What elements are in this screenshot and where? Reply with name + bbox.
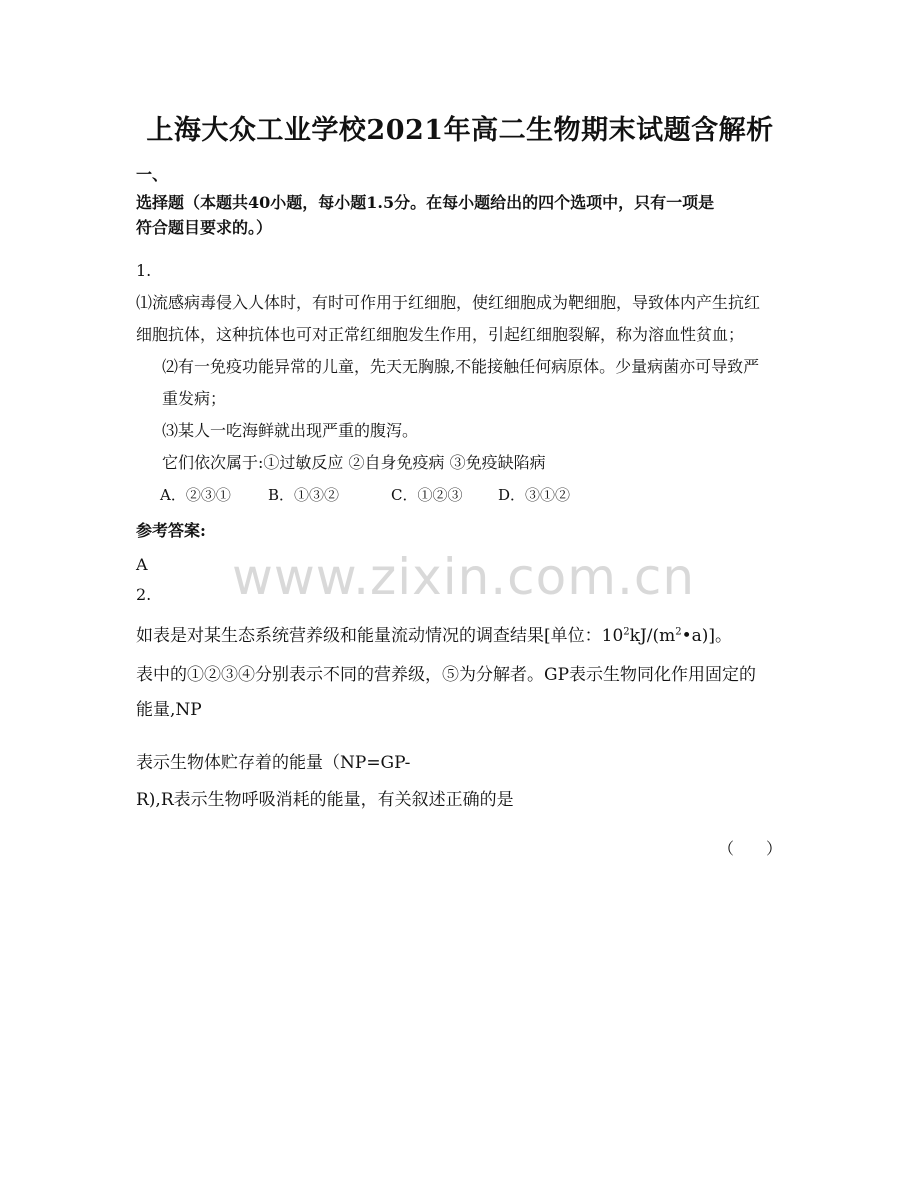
q2-line4: 表示生物体贮存着的能量（NP=GP- xyxy=(136,753,411,773)
page-title: 上海大众工业学校2021年高二生物期末试题含解析 xyxy=(146,115,774,146)
q2-line1 xyxy=(136,621,732,646)
q1-number: 1. xyxy=(136,261,152,280)
q1-option-d: D．③①② xyxy=(498,486,571,504)
q1-answer-label: 参考答案: xyxy=(136,521,206,540)
q1-option-b: B．①③② xyxy=(268,486,340,504)
q1-line3: ⑵有一免疫功能异常的儿童，先天无胸腺,不能接触任何病原体。少量病菌亦可导致严 xyxy=(162,357,760,376)
watermark: www.zixin.com.cn xyxy=(232,548,696,606)
q2-line1-text-b: kJ/(m xyxy=(629,626,676,646)
q1-answer: A xyxy=(136,555,148,574)
q1-option-c: C．①②③ xyxy=(391,486,463,504)
q2-line1-sup2: 2 xyxy=(675,626,682,638)
q2-line2: 表中的①②③④分别表示不同的营养级，⑤为分解者。GP表示生物同化作用固定的 xyxy=(136,665,757,685)
section-heading-line2: 符合题目要求的。） xyxy=(136,218,273,237)
q2-line3: 能量,NP xyxy=(136,700,202,720)
q2-line1-text-c: •a)]。 xyxy=(681,626,733,646)
q2-line5: R),R表示生物呼吸消耗的能量，有关叙述正确的是 xyxy=(136,790,514,810)
section-heading-line1: 选择题（本题共40小题，每小题1.5分。在每小题给出的四个选项中，只有一项是 xyxy=(136,193,715,212)
section-number: 一、 xyxy=(136,165,169,184)
q2-number: 2. xyxy=(136,585,152,604)
q1-option-a: A．②③① xyxy=(160,486,231,504)
q2-line1-text-a: 如表是对某生态系统营养级和能量流动情况的调查结果[单位：10 xyxy=(136,626,624,646)
q1-line5: ⑶某人一吃海鲜就出现严重的腹泻。 xyxy=(162,421,419,440)
q1-line4: 重发病； xyxy=(162,389,227,408)
q2-line1-sup1: 2 xyxy=(623,626,630,638)
q1-line6: 它们依次属于:①过敏反应 ②自身免疫病 ③免疫缺陷病 xyxy=(162,453,546,472)
q1-line2: 细胞抗体，这种抗体也可对正常红细胞发生作用，引起红细胞裂解，称为溶血性贫血； xyxy=(136,325,745,344)
q1-line1: ⑴流感病毒侵入人体时，有时可作用于红细胞，使红细胞成为靶细胞，导致体内产生抗红 xyxy=(136,293,761,312)
q2-answer-bracket: （ ） xyxy=(718,839,783,858)
